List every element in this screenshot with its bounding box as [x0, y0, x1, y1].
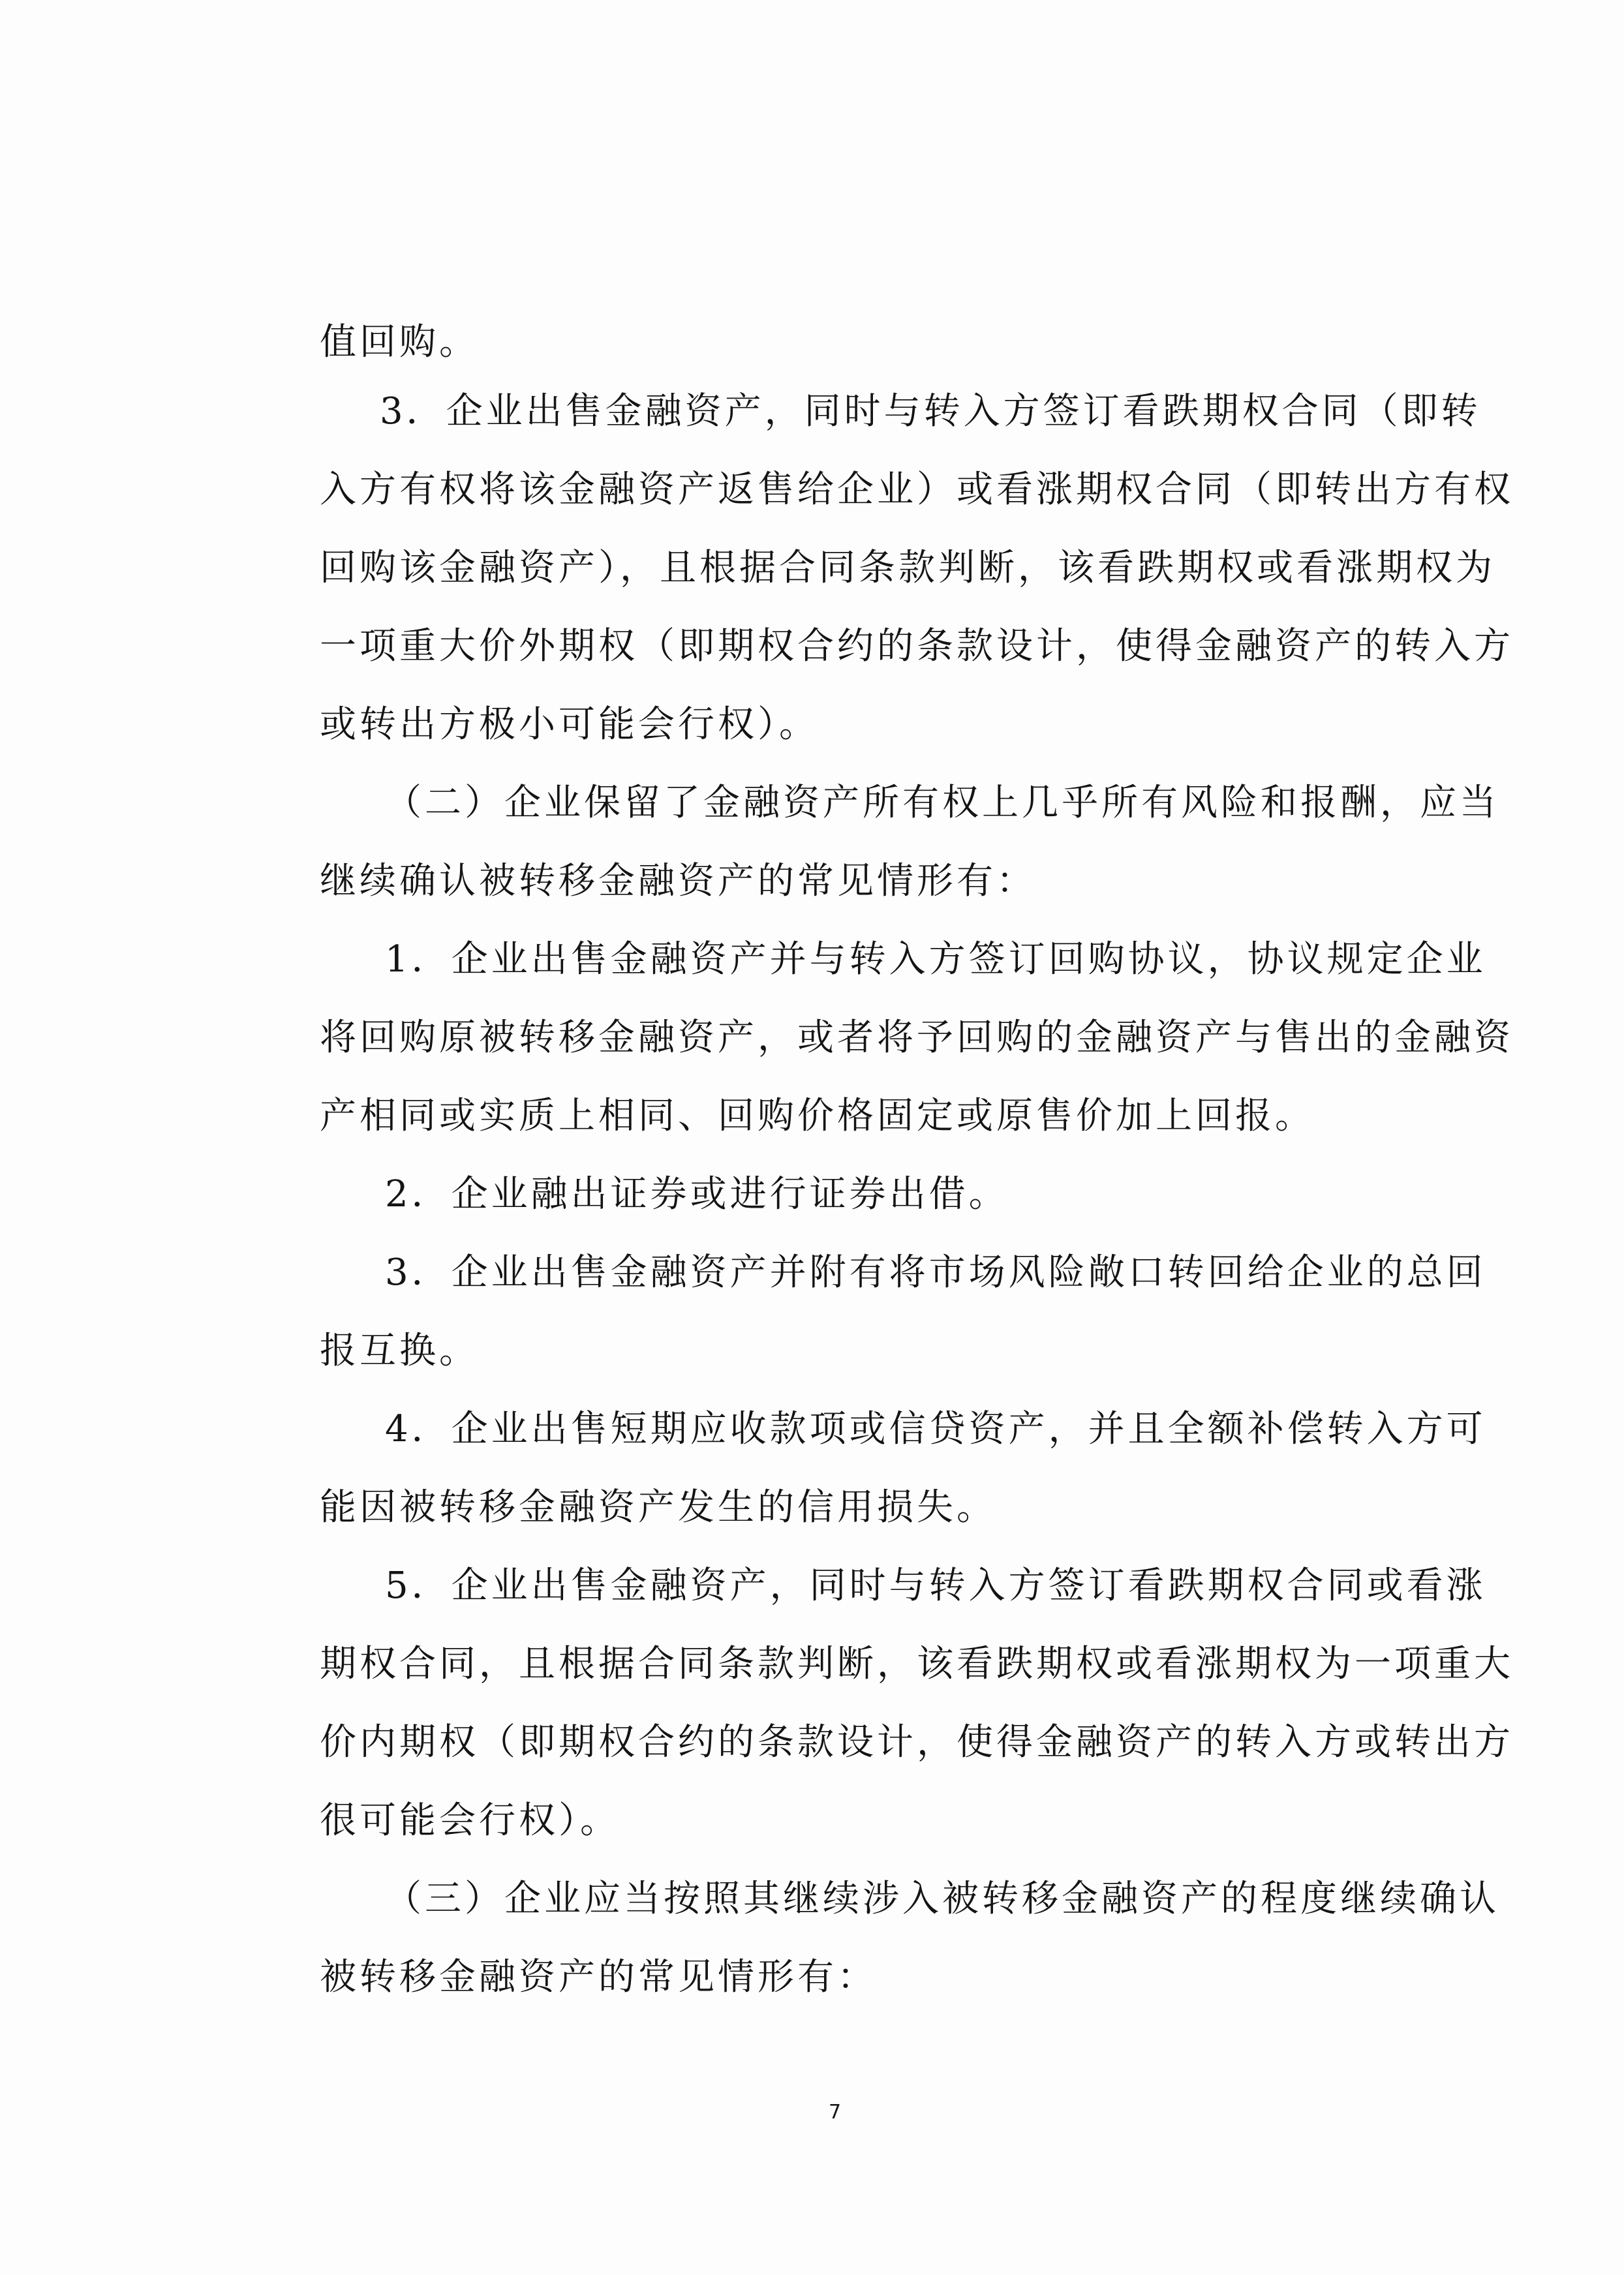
text-line: 入方有权将该金融资产返售给企业）或看涨期权合同（即转出方有权 [320, 468, 1514, 511]
text-line: 很可能会行权）。 [320, 1799, 620, 1842]
text-line: 4．企业出售短期应收款项或信贷资产，并且全额补偿转入方可 [385, 1408, 1486, 1450]
text-line: 1．企业出售金融资产并与转入方签订回购协议，协议规定企业 [385, 938, 1486, 981]
text-line: 5．企业出售金融资产，同时与转入方签订看跌期权合同或看涨 [385, 1565, 1486, 1607]
text-line: 2．企业融出证券或进行证券出借。 [385, 1173, 1009, 1215]
text-line: （三）企业应当按照其继续涉入被转移金融资产的程度继续确认 [385, 1878, 1499, 1920]
text-line: 能因被转移金融资产发生的信用损失。 [320, 1486, 996, 1529]
text-line: 将回购原被转移金融资产，或者将予回购的金融资产与售出的金融资 [320, 1016, 1514, 1059]
text-line: 继续确认被转移金融资产的常见情形有： [320, 860, 1036, 902]
text-line: 价内期权（即期权合约的条款设计，使得金融资产的转入方或转出方 [320, 1721, 1514, 1764]
text-line: 3．企业出售金融资产，同时与转入方签订看跌期权合同（即转 [380, 390, 1481, 433]
text-line: 或转出方极小可能会行权）。 [320, 703, 819, 746]
text-line: 报互换。 [320, 1330, 479, 1372]
text-line: 产相同或实质上相同、回购价格固定或原售价加上回报。 [320, 1095, 1315, 1137]
text-line: 值回购。 [320, 321, 479, 363]
text-line: 被转移金融资产的常见情形有： [320, 1956, 877, 1998]
text-line: （二）企业保留了金融资产所有权上几乎所有风险和报酬，应当 [385, 782, 1499, 824]
text-line: 3．企业出售金融资产并附有将市场风险敞口转回给企业的总回 [385, 1251, 1486, 1294]
text-line: 期权合同，且根据合同条款判断，该看跌期权或看涨期权为一项重大 [320, 1643, 1514, 1685]
page-number: 7 [829, 2101, 842, 2124]
text-line: 一项重大价外期权（即期权合约的条款设计，使得金融资产的转入方 [320, 625, 1514, 667]
text-line: 回购该金融资产），且根据合同条款判断，该看跌期权或看涨期权为 [320, 547, 1495, 589]
